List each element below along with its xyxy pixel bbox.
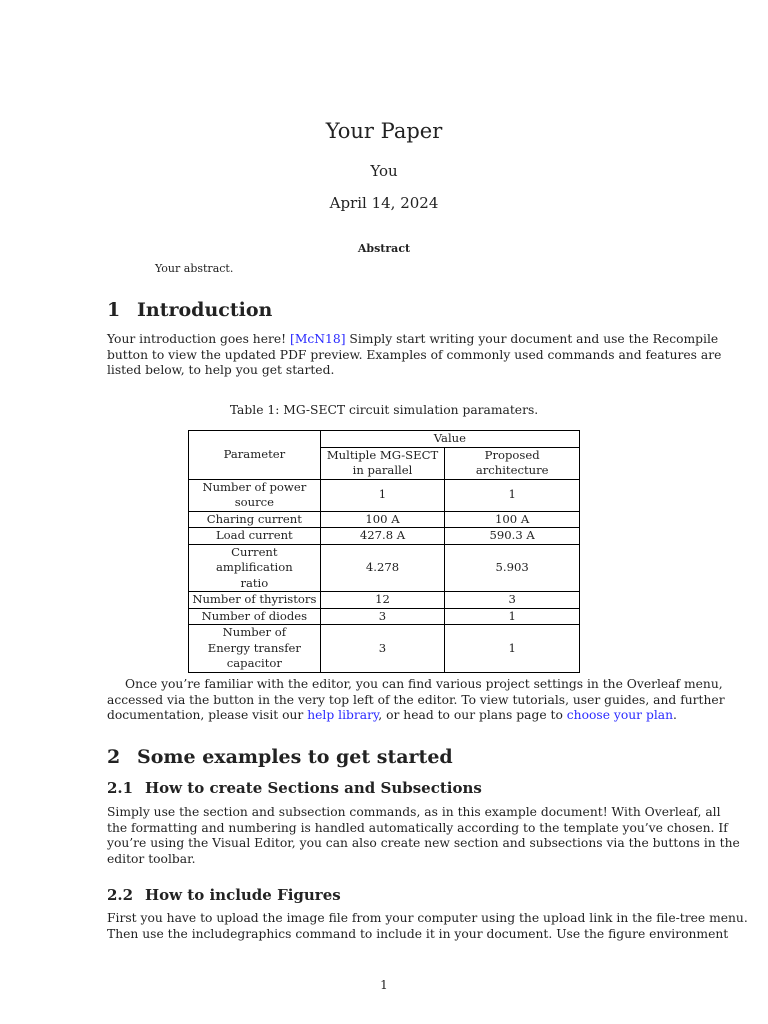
paragraph-line: Simply use the section and subsection commands, as in this example document! With Overleaf, all	[107, 805, 721, 819]
help-library-link[interactable]: help library	[307, 708, 379, 723]
value-cell: 427.8 A	[320, 528, 445, 545]
header-value: Value	[320, 431, 579, 448]
value-cell: 3	[320, 625, 445, 673]
param-line: Energy transfer	[207, 640, 301, 655]
text-run: Simply start writing your document and use the Recompile	[349, 332, 719, 346]
section-number: 2	[107, 746, 121, 768]
param-line: Current amplification	[216, 544, 293, 574]
subsection-title: How to create Sections and Subsections	[145, 779, 482, 797]
paragraph-line: editor toolbar.	[107, 851, 196, 866]
table-caption: Table 1: MG-SECT circuit simulation paramaters.	[229, 403, 539, 417]
text-run: documentation, please visit our	[107, 708, 304, 723]
header-line: Multiple MG-SECT	[326, 447, 439, 462]
paper-author: You	[370, 162, 398, 180]
param-cell: Load current	[189, 528, 321, 545]
subsection-number: 2.1	[107, 779, 134, 797]
parameters-table	[188, 430, 580, 673]
value-cell: 1	[445, 608, 580, 625]
param-cell	[189, 544, 321, 592]
header-multiple-mg-sect	[320, 447, 445, 479]
paragraph-line: Then use the includegraphics command to include it in your document. Use the figure environment	[107, 926, 729, 941]
subsection-title: How to include Figures	[145, 886, 341, 904]
table-row	[189, 544, 580, 592]
value-cell: 4.278	[320, 544, 445, 592]
citation-link[interactable]: [McN18]	[290, 332, 346, 346]
paragraph-line: button to view the updated PDF preview. Examples of commonly used commands and features are	[107, 347, 722, 362]
value-cell: 100 A	[320, 511, 445, 528]
param-line: ratio	[240, 575, 269, 590]
paragraph-line: listed below, to help you get started.	[107, 363, 335, 378]
text-run: .	[673, 708, 677, 723]
param-cell: Number of diodes	[189, 608, 321, 625]
param-line: Number of power	[202, 479, 307, 494]
paragraph-line: accessed via the button in the very top left of the editor. To view tutorials, user guides, and further	[107, 692, 725, 707]
param-cell: Number of thyristors	[189, 592, 321, 609]
editor-paragraph	[107, 677, 725, 724]
table-row	[189, 511, 580, 528]
paper-title: Your Paper	[325, 119, 443, 143]
value-cell: 100 A	[445, 511, 580, 528]
table-row	[189, 528, 580, 545]
paragraph-line	[107, 332, 719, 348]
table-row	[189, 479, 580, 511]
value-cell: 5.903	[445, 544, 580, 592]
param-cell	[189, 625, 321, 673]
paragraph-line: First you have to upload the image file from your computer using the upload link in the file-tree menu.	[107, 911, 748, 925]
figures-paragraph	[107, 911, 748, 942]
subsection-heading-figures	[107, 886, 341, 904]
value-cell: 12	[320, 592, 445, 609]
section-heading-introduction	[107, 299, 272, 321]
choose-your-plan-link[interactable]: choose your plan	[566, 708, 674, 723]
text-run: Your introduction goes here!	[107, 332, 287, 346]
param-cell	[189, 479, 321, 511]
section-heading-examples	[107, 746, 453, 768]
value-cell: 3	[320, 608, 445, 625]
subsection-number: 2.2	[107, 886, 134, 904]
table-row	[189, 592, 580, 609]
paragraph-line: you’re using the Visual Editor, you can also create new section and subsections via the buttons in the	[107, 836, 740, 851]
abstract-heading: Abstract	[357, 242, 411, 255]
param-line: capacitor	[226, 656, 282, 670]
value-cell: 1	[445, 625, 580, 673]
value-cell: 1	[320, 479, 445, 511]
section-title: Introduction	[137, 299, 273, 321]
param-line: source	[234, 495, 274, 509]
paragraph-line: the formatting and numbering is handled automatically according to the template you’ve chosen. If	[107, 820, 728, 835]
text-run: , or head to our plans page to	[378, 708, 563, 723]
param-line: Number of	[222, 625, 287, 639]
section-title: Some examples to get started	[137, 746, 453, 768]
header-proposed-architecture: Proposed architecture	[445, 447, 580, 479]
sections-paragraph	[107, 805, 740, 867]
paragraph-line	[107, 708, 677, 724]
value-cell: 590.3 A	[445, 528, 580, 545]
page-number: 1	[380, 978, 388, 992]
table-row	[189, 608, 580, 625]
header-line: in parallel	[352, 463, 413, 477]
subsection-heading-sections	[107, 779, 482, 797]
header-parameter: Parameter	[189, 431, 321, 480]
table-header-row	[189, 431, 580, 448]
table-row	[189, 625, 580, 673]
param-cell: Charing current	[189, 511, 321, 528]
section-number: 1	[107, 299, 121, 321]
abstract-text: Your abstract.	[155, 262, 234, 275]
paragraph-line: Once you’re familiar with the editor, you can find various project settings in the Overleaf menu,	[125, 677, 723, 691]
value-cell: 3	[445, 592, 580, 609]
value-cell: 1	[445, 479, 580, 511]
paper-date: April 14, 2024	[329, 194, 439, 212]
intro-paragraph	[107, 332, 722, 379]
